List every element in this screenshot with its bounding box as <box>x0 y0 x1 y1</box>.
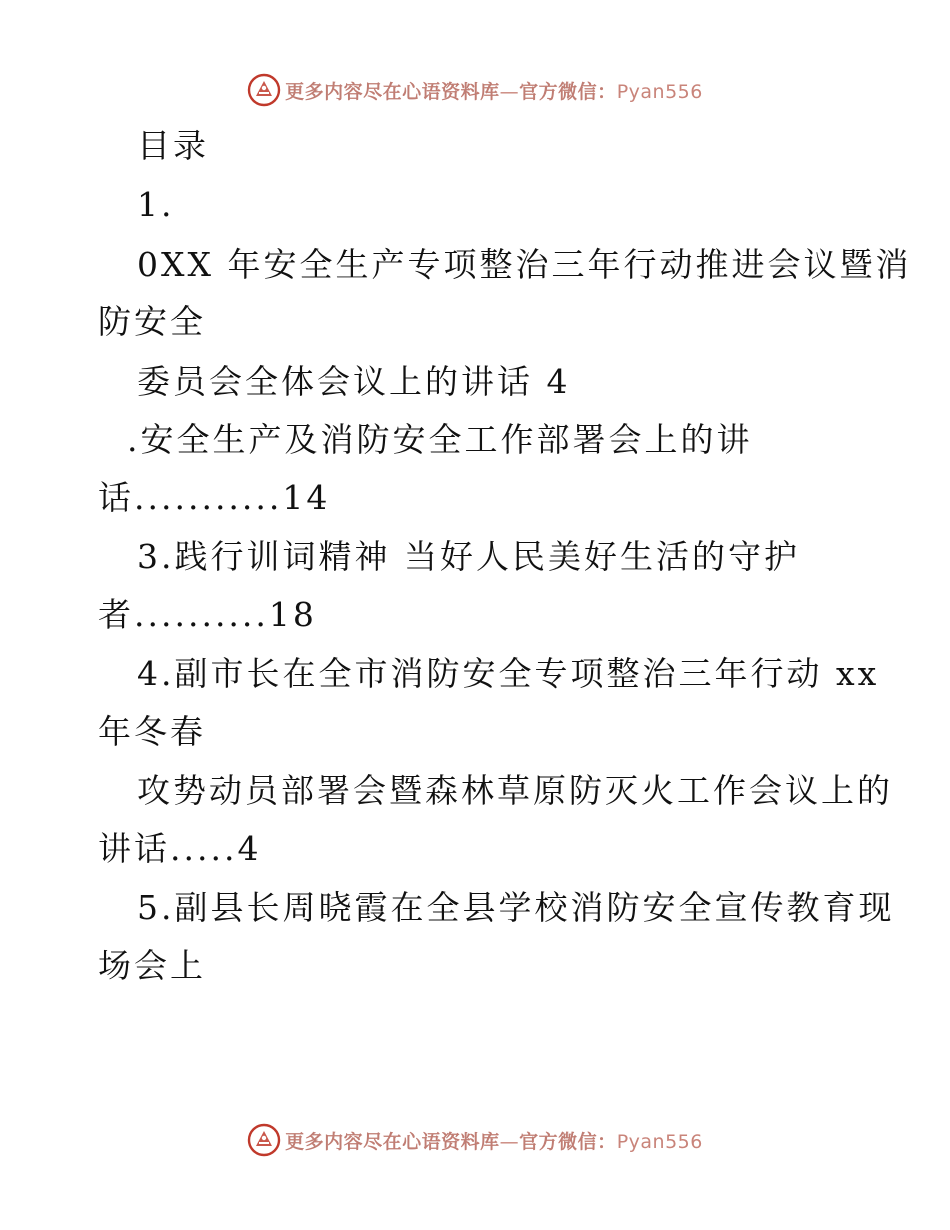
toc-line: 4.副市长在全市消防安全专项整治三年行动 xx <box>137 654 880 693</box>
watermark-wechat-id: Pyan556 <box>616 80 703 103</box>
watermark-wechat-label: 官方微信： <box>519 80 617 103</box>
header-watermark <box>0 70 950 110</box>
footer-watermark <box>0 1120 950 1160</box>
toc-line: 年冬春 <box>98 712 206 751</box>
watermark-dash: — <box>499 80 520 103</box>
toc-line: 攻势动员部署会暨森林草原防灭火工作会议上的 <box>137 771 893 810</box>
watermark-wechat-label: 官方微信： <box>519 1130 617 1153</box>
toc-line: 3.践行训词精神 当好人民美好生活的守护 <box>137 537 800 576</box>
toc-line: .安全生产及消防安全工作部署会上的讲 <box>127 420 753 459</box>
watermark-text <box>285 77 703 104</box>
watermark-brand: 更多内容尽在心语资料库 <box>285 1130 500 1153</box>
toc-line: 1. <box>137 185 175 224</box>
toc-title: 目录 <box>137 126 209 165</box>
watermark-text <box>285 1127 703 1154</box>
toc-line: 委员会全体会议上的讲话 4 <box>137 362 571 401</box>
toc-line: 话...........14 <box>98 478 331 517</box>
red-seal-logo-icon <box>247 1123 281 1157</box>
toc-line: 0XX 年安全生产专项整治三年行动推进会议暨消 <box>137 245 912 284</box>
toc-line: 场会上 <box>98 946 206 985</box>
toc-line: 讲话.....4 <box>98 829 262 868</box>
watermark-wechat-id: Pyan556 <box>616 1130 703 1153</box>
watermark-dash: — <box>499 1130 520 1153</box>
toc-line: 防安全 <box>98 302 206 341</box>
toc-line: 5.副县长周晓霞在全县学校消防安全宣传教育现 <box>137 888 895 927</box>
toc-line: 者..........18 <box>98 595 317 634</box>
watermark-brand: 更多内容尽在心语资料库 <box>285 80 500 103</box>
red-seal-logo-icon <box>247 73 281 107</box>
